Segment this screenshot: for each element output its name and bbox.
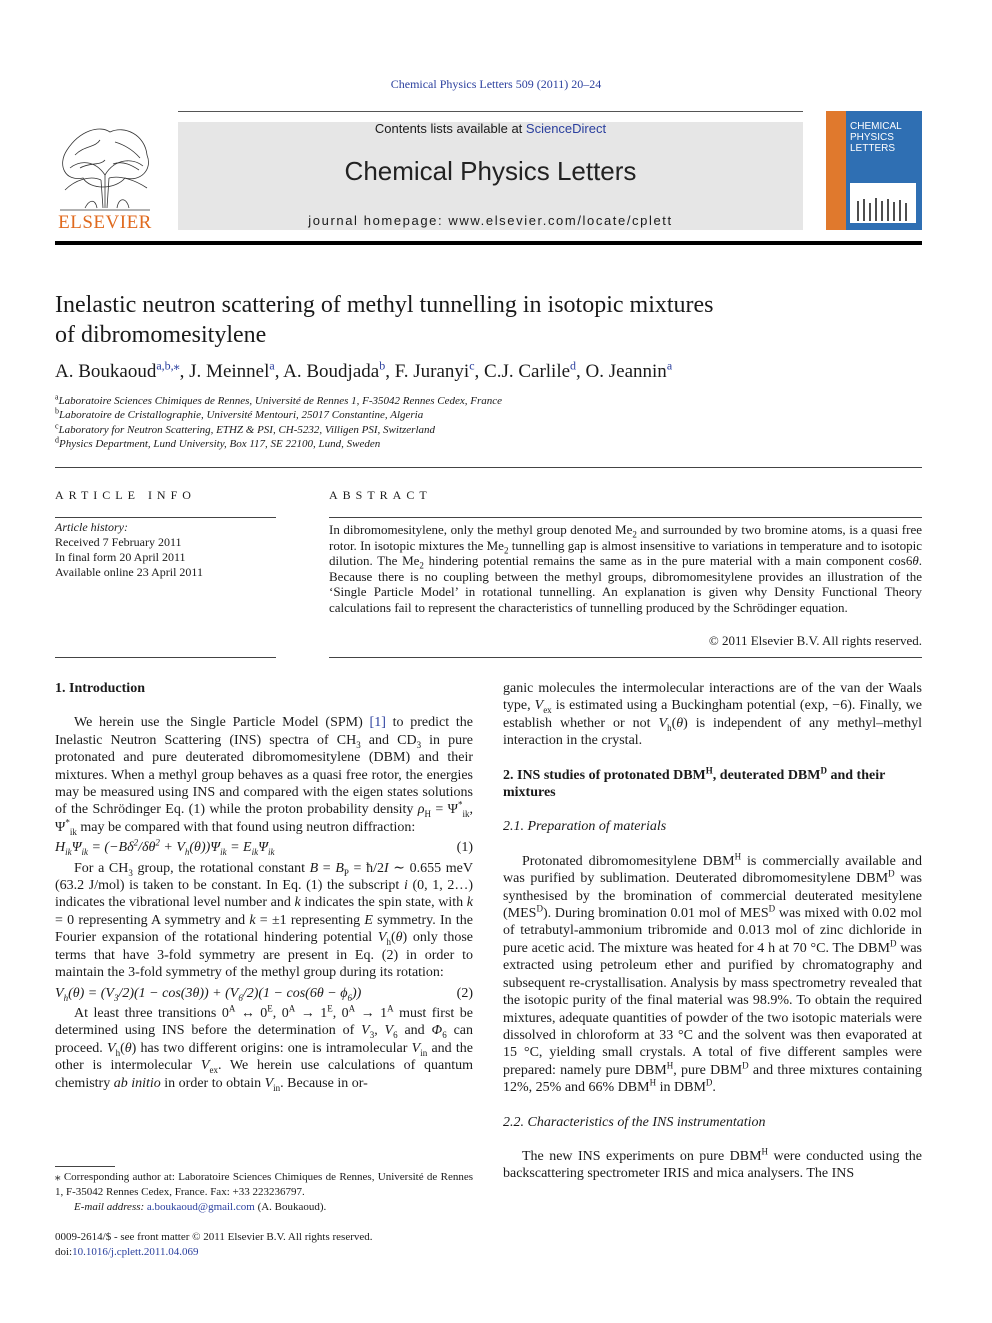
- affiliation-text: Laboratory for Neutron Scattering, ETHZ & PSI, CH-5232, Villigen PSI, Switzerland: [58, 423, 436, 436]
- section-heading-part: and their mixtures: [503, 767, 886, 801]
- copyright-notice: © 2011 Elsevier B.V. All rights reserved.: [708, 633, 922, 648]
- cover-title-line: LETTERS: [850, 143, 896, 154]
- affiliation-marker: a: [55, 392, 59, 402]
- citation-link[interactable]: [1]: [369, 715, 386, 731]
- affiliation-text: Physics Department, Lund University, Box 117, SE 22100, Lund, Sweden: [59, 437, 381, 450]
- issn-line: 0009-2614/$ - see front matter © 2011 Elsevier B.V. All rights reserved.: [55, 1231, 373, 1243]
- author-affiliation-link[interactable]: a: [269, 358, 275, 373]
- cover-artwork: [850, 183, 916, 223]
- doi-label: doi:: [55, 1246, 73, 1258]
- subsection-heading: 2.1. Preparation of materials: [503, 819, 667, 835]
- issn-doi-block: [55, 1230, 555, 1260]
- author-email-link[interactable]: a.boukaoud@gmail.com: [146, 1201, 255, 1213]
- affiliation: [55, 394, 755, 408]
- homepage-prefix: journal homepage:: [308, 213, 449, 228]
- article-title: [55, 290, 855, 350]
- email-suffix: (A. Boukaoud).: [254, 1201, 327, 1213]
- article-info-heading: ARTICLE INFO: [55, 488, 196, 502]
- author-affiliation-link[interactable]: d: [570, 358, 577, 373]
- corresponding-author-footnote: [55, 1170, 473, 1215]
- abstract-rule: [329, 517, 922, 518]
- article-info-rule: [55, 517, 276, 518]
- abstract-rule: [329, 657, 922, 658]
- author-affiliation-link[interactable]: b: [379, 358, 386, 373]
- journal-reference-link[interactable]: Chemical Physics Letters 509 (2011) 20–24: [390, 77, 602, 91]
- header-top-rule: [178, 111, 803, 112]
- article-title-line: of dibromomesitylene: [55, 322, 267, 348]
- body-right-column: [503, 680, 922, 1183]
- homepage-url-link[interactable]: www.elsevier.com/locate/cplett: [448, 213, 673, 228]
- body-paragraph: At least three transitions $0^A$ ↔ $0^E$, $0^A \to 1^E$, $0^A \to 1^A$ must first be determined using INS before the determination of $V_3$, $V_6$ and $\Phi_6$ can proceed. $V_h(\theta)$ has two different origins: one is intramolecular $V_{in}$ and the other is intermolecular $V_{ex}$. We herein use calculations of quantum chemistry ab initio in order to obtain $V_{in}$. Because in or-: [55, 1003, 474, 1093]
- affiliation-rule: [55, 467, 922, 468]
- author-name: A. Boukaoud: [55, 361, 157, 382]
- received-date: Received 7 February 2011: [55, 535, 182, 549]
- journal-homepage: [178, 213, 803, 228]
- journal-title: Chemical Physics Letters: [344, 156, 637, 186]
- cover-title-line: PHYSICS: [850, 132, 894, 143]
- body-paragraph: We herein use the Single Particle Model (SPM) [1] to predict the Inelastic Neutron Scattering (INS) spectra of $CH_3$ and $CD_3$ in pure protonated and pure deuterated dibromomesitylene (DBM) and their mixtures. When a methyl group behaves as a quasi free rotor, the energies may be measured using INS and compared with the eigen states solutions of the Schrödinger Eq. (1) while the proton probability density $\rho_H = \Psi^*_{ik}$, $\Psi^*_{ik}$ may be compared with that found using neutron diffraction:: [55, 715, 473, 837]
- cover-title: [850, 121, 902, 154]
- cover-side-strip: [826, 111, 846, 230]
- affiliation-marker: d: [55, 435, 59, 445]
- article-info-rule: [55, 657, 276, 658]
- section-heading-part: 2. INS studies of protonated DBM: [503, 767, 706, 783]
- corresponding-author-text: ⁎ Corresponding author at: Laboratoire Sciences Chimiques de Rennes, Université de Rennes 1, F-35042 Rennes Cedex, France. Fax: +33 223236797.: [55, 1171, 473, 1198]
- body-paragraph: The new INS experiments on pure $DBM^H$ were conducted using the backscattering spectrometer IRIS and mica analysers. The INS: [503, 1146, 922, 1182]
- header-thick-rule: [55, 241, 922, 245]
- affiliation-text: Laboratoire de Cristallographie, Université Mentouri, 25017 Constantine, Algeria: [59, 409, 424, 422]
- doi-link[interactable]: 10.1016/j.cplett.2011.04.069: [72, 1246, 199, 1258]
- author-name: A. Boudjada: [283, 361, 380, 382]
- abstract-text: In dibromomesitylene, only the methyl group denoted $Me_2$ and surrounded by two bromine atoms, is a quasi free rotor. In isotopic mixtures the $Me_2$ tunnelling gap is almost insensitive to variations in temperature and to isotopic dilution. The $Me_2$ hindering potential remains the same as in the pure material with a main component cos6θ. Because there is no coupling between the methyl groups, dibromomesitylene provides an illustration of the ‘Single Particle Model’ in rotational tunnelling. An explanation is given why Density Functional Theory calculations fail to represent the characteristics of tunnelling produced by the Schrödinger equation.: [329, 522, 923, 615]
- section-heading-part: , deuterated DBM: [712, 767, 821, 783]
- author-name: F. Juranyi: [394, 361, 470, 382]
- body-paragraph: Protonated dibromomesitylene $DBM^H$ is commercially available and was purified by sublimation. Deuterated dibromomesitylene $DBM^D$ was synthesised by the bromination of commercial deuterated mesitylene $(MES^D)$. During bromination 0.01 mol of $MES^D$ was mixed with 0.02 mol of tetrabutyl-ammonium tribromide and 0.013 mol of zinc dichloride in pure acetic acid. The mixture was heated for 4 h at 70 °C. The $DBM^D$ was extracted using petroleum ether and purified by chromatography and subsequent re-crystallisation. Analysis by mass spectrometry revealed that the isotopic purity of the final material was 98.9%. To obtain the required mixtures, adequate quantities of powder of the two isotopic materials were dissolved in chloroform at 33 °C and the solvent was then evaporated at 15 °C, yielding small crystals. A total of five different samples were prepared: namely pure $DBM^H$, pure $DBM^D$ and three mixtures containing 12%, 25% and 66% $DBM^H$ in $DBM^D$.: [503, 851, 922, 1096]
- section-heading: 1. Introduction: [55, 681, 145, 696]
- body-paragraph: ganic molecules the intermolecular interactions are of the van der Waals type, $V_{ex}$ is estimated using a Buckingham potential (exp, −6). Finally, we establish whether or not $V_h(\theta)$ is independent of any methyl–methyl interaction in the crystal.: [503, 681, 923, 749]
- section-heading: 2. INS studies of protonated $DBM^H$, deuterated $DBM^D$ and their mixtures: [503, 764, 886, 801]
- equation-1: $H_{ik}\Psi_{ik} = (-B\delta^2/\delta\theta^2 + V_h(\theta))\Psi_{ik} = E_{ik}\Psi_{ik}$ (1): [55, 837, 473, 858]
- cover-title-line: CHEMICAL: [850, 121, 902, 132]
- body-paragraph: For a $CH_3$ group, the rotational constant $B = B_P$ = ħ/2I ∼ 0.655 meV (63.2 J/mol) is taken to be constant. In Eq. (1) the subscript i (0, 1, 2…) indicates the vibrational level number and k indicates the spin state, with k = 0 representing A symmetry and k = ±1 representing E symmetry. In the Fourier expansion of the rotational hindering potential $V_h(\theta)$ only those terms that have 3-fold symmetry are present in Eq. (2) in order to maintain the 3-fold symmetry of the methyl group during its rotation:: [55, 860, 474, 981]
- author-name: J. Meinnel: [189, 361, 270, 382]
- article-title-line: Inelastic neutron scattering of methyl tunnelling in isotopic mixtures: [55, 292, 714, 318]
- footnote-rule: [55, 1166, 115, 1167]
- final-form-date: In final form 20 April 2011: [55, 550, 186, 564]
- affiliation-text: Laboratoire Sciences Chimiques de Rennes, Université de Rennes 1, F-35042 Rennes Cedex, France: [58, 395, 503, 407]
- affiliation: [55, 420, 755, 437]
- article-history: [55, 520, 276, 580]
- author-name: C.J. Carlile: [484, 361, 571, 382]
- contents-prefix: Contents lists available at: [374, 121, 526, 136]
- body-left-column: [55, 680, 473, 1092]
- affiliation-list: [55, 394, 755, 451]
- author-list: A. Boukaoud$^{a,b,⁎}$, J. Meinnel$^a$, A. Boudjada$^b$, F. Juranyi$^c$, C.J. Carlile$^d$, O. Jeannin$^a$: [55, 358, 673, 382]
- abstract-heading: ABSTRACT: [329, 488, 432, 502]
- contents-line: [178, 121, 803, 136]
- author-affiliation-link[interactable]: a,b,⁎: [156, 358, 180, 373]
- author-affiliation-link[interactable]: c: [469, 358, 475, 373]
- equation-2: $V_h(\theta) = (V_3/2)(1 - \cos(3\theta)) + (V_6/2)(1 - \cos(6\theta - \phi_6))$ (2): [55, 985, 473, 1003]
- subsection-heading: 2.2. Characteristics of the INS instrumentation: [503, 1114, 766, 1130]
- journal-cover-thumbnail[interactable]: [826, 111, 922, 230]
- email-label: E-mail address:: [74, 1201, 147, 1213]
- elsevier-wordmark: ELSEVIER: [58, 212, 152, 233]
- author-name: O. Jeannin: [585, 361, 667, 382]
- affiliation: [55, 437, 755, 451]
- affiliation-marker: c: [55, 420, 59, 430]
- affiliation-marker: b: [55, 406, 59, 416]
- author-affiliation-link[interactable]: a: [666, 358, 673, 373]
- online-date: Available online 23 April 2011: [55, 565, 203, 579]
- article-history-label: Article history:: [55, 520, 128, 534]
- affiliation: [55, 408, 755, 422]
- sciencedirect-link[interactable]: ScienceDirect: [525, 121, 607, 136]
